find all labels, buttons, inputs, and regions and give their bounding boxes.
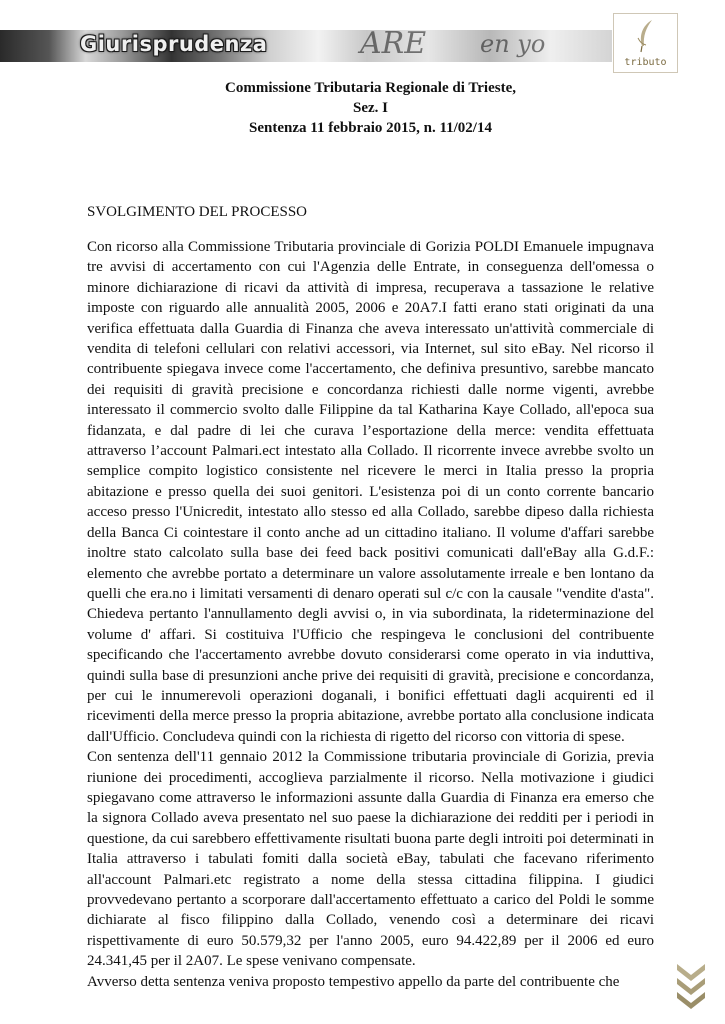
paragraph: Avverso detta sentenza veniva proposto tempestivo appello da parte del contribuente che xyxy=(87,973,620,990)
paragraph: Con sentenza dell'11 gennaio 2012 la Commissione tributaria provinciale di Gorizia, previa riunione dei procedimenti, accoglieva parzialmente il ricorso. Nella motivazione i giudici spiegavano come attraverso le informazioni assunte dalla Guardia di Finanza era emerso che la signora Collado aveva presentato nel suo paese la dichiarazione dei redditi per i periodi in questione, da cui sarebbero effettivamente risultati buona parte degli introiti poi determinati in Italia attraverso i tabulati fomiti dalla società eBay, tabulati che facevano riferimento all'account Palmari.etc registrato a nome della stessa cittadina filippina. I giudici provvedevano pertanto a scorporare dall'accertamento effettuato a carico del Poldi le somme dichiarate al fisco filippino dalla Collado, venendo così a determinare dei ricavi rispettivamente di euro 50.579,32 per l'anno 2005, euro 94.422,89 per il 2006 ed euro 24.341,45 per il 2A07. Le spese venivano compensate. xyxy=(87,749,654,970)
paragraph: Con ricorso alla Commissione Tributaria provinciale di Gorizia POLDI Emanuele impugnava tre avvisi di accertamento con cui l'Agenzia delle Entrate, in conseguenza dell'omessa o minore dichiarazione di ricavi da attività di impresa, recuperava a tassazione le relative imposte con riguardo alle annualità 2005, 2006 e 20A7.I fatti erano stati originati da una verifica effettuata dalla Guardia di Finanza che aveva interessato un'attività commerciale di vendita di telefoni cellulari con relativi accessori, via Internet, sul sito eBay. Nel ricorso il contribuente spiegava invece come l'accertamento, che definiva presuntivo, sarebbe mancato dei requisiti di gravità precisione e concordanza richiesti dalle norme vigenti, avrebbe interessato il commercio svolto dalle Filippine da tal Katharina Kaye Collado, all'epoca sua fidanzata, e dal padre di lei che curava l’esportazione della merce: vendita effettuata attraverso l’account Palmari.ect intestato alla Collado. Il ricorrente invece avrebbe svolto un semplice compito logistico consistente nel ricevere le merci in Italia presso la propria abitazione e presso quella dei suoi genitori. L'esistenza poi di un conto corrente bancario acceso presso l'Unicredit, intestato allo stesso ed alla Collado, sarebbe dipeso dalla richiesta della Banca Ci cointestare il conto anche ad un cittadino italiano. Il volume d'affari sarebbe inoltre stato calcolato sulla base dei feed back positivi comunicati dall'eBay alla G.d.F.: elemento che avrebbe portato a determinare un valore assolutamente irreale e ben lontano da quelli che era.no i limitati versamenti di denaro operati sul c/c con la causale "vendite d'asta". Chiedeva pertanto l'annullamento degli avvisi o, in via subordinata, la rideterminazione del volume d' affari. Si costituiva l'Ufficio che respingeva le conclusioni del contribuente specificando che l'accertamento avrebbe dovuto considerarsi come operato in via induttiva, quindi sulla base di presunzioni anche prive dei requisiti di gravità, precisione e concordanza, per cui le innumerevoli operazioni doganali, i bonifici effettuati dagli acquirenti ed il ricevimenti della merce presso la propria abitazione, avrebbe portato alla conclusione indicata dall'Ufficio. Concludeva quindi con la richiesta di rigetto del ricorso con vittoria di spese. xyxy=(87,239,654,745)
banner-title: Giurisprudenza xyxy=(80,32,268,56)
banner-decoration: ARE xyxy=(360,30,427,61)
section-title: SVOLGIMENTO DEL PROCESSO xyxy=(87,204,308,220)
banner-decoration: en yo xyxy=(480,30,546,58)
header-banner xyxy=(0,30,612,62)
chevrons-down-icon[interactable] xyxy=(675,962,707,1010)
logo-text: tributo xyxy=(624,57,667,68)
quill-pen-icon xyxy=(630,18,662,54)
document-body xyxy=(87,237,654,992)
court-section: Sez. I xyxy=(353,100,388,116)
ruling-reference: Sentenza 11 febbraio 2015, n. 11/02/14 xyxy=(249,120,492,136)
court-name: Commissione Tributaria Regionale di Trieste, xyxy=(225,80,516,96)
tributo-logo[interactable] xyxy=(613,13,678,73)
